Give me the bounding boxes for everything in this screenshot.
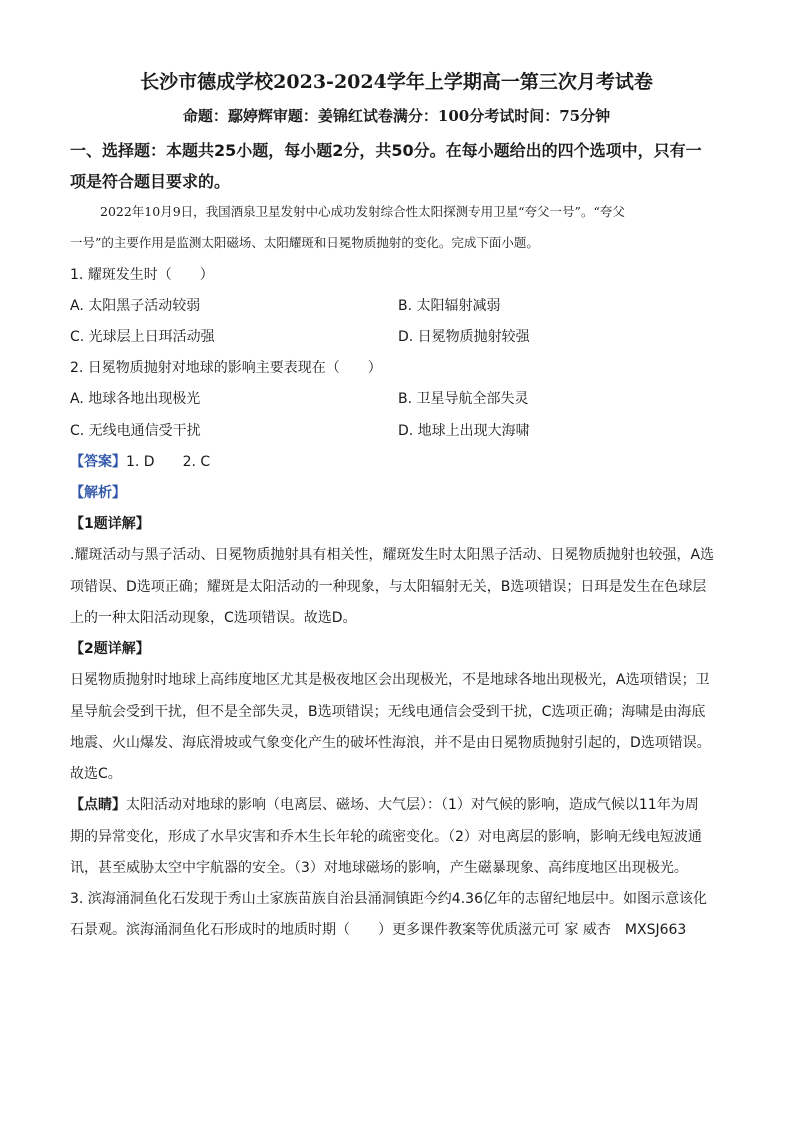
question-1-option-a: A. 太阳黑子活动较弱 (70, 298, 201, 314)
exam-info: 命题：鄢婷辉审题：姜锦红试卷满分：100分考试时间：75分钟 (182, 107, 611, 125)
question-1-stem: 1. 耀斑发生时（ ） (70, 267, 214, 283)
answer-text: 1. D 2. C (126, 454, 211, 470)
question-3-line2: 石景观。滨海涌洞鱼化石形成时的地质时期（ ）更多课件教案等优质滋元可 家 威杏 MXSJ663 (70, 922, 687, 938)
question-2-stem: 2. 日冕物质抛射对地球的影响主要表现在（ ） (70, 360, 382, 376)
question-2-option-d: D. 地球上出现大海啸 (398, 423, 530, 439)
detail-1-line1: .耀斑活动与黑子活动、日冕物质抛射具有相关性，耀斑发生时太阳黑子活动、日冕物质抛射也较强，A选 (70, 547, 715, 563)
tips-line3: 讯，甚至威胁太空中宇航器的安全。（3）对地球磁场的影响，产生磁暴现象、高纬度地区出现极光。 (70, 860, 688, 876)
question-1-option-d: D. 日冕物质抛射较强 (398, 329, 530, 345)
analysis-tag: 【解析】 (70, 485, 126, 501)
detail-2-line2: 星导航会受到干扰，但不是全部失灵，B选项错误；无线电通信会受到干扰，C选项正确；海啸是由海底 (70, 704, 706, 720)
tips-line1: 太阳活动对地球的影响（电离层、磁场、大气层）：（1）对气候的影响，造成气候以11年为周 (126, 797, 699, 813)
detail-1-line3: 上的一种太阳活动现象，C选项错误。故选D。 (70, 610, 357, 626)
tips-line2: 期的异常变化，形成了水旱灾害和乔木生长年轮的疏密变化。（2）对电离层的影响，影响无线电短波通 (70, 829, 702, 845)
section-heading-line1: 一、选择题：本题共25小题，每小题2分，共50分。在每小题给出的四个选项中，只有一 (70, 141, 702, 160)
question-2-option-a: A. 地球各地出现极光 (70, 391, 201, 407)
tips-row (70, 796, 699, 814)
question-1-option-b: B. 太阳辐射减弱 (398, 298, 501, 314)
question-2-option-b: B. 卫星导航全部失灵 (398, 391, 529, 407)
answer-tag: 【答案】 (70, 454, 126, 470)
detail-1-line2: 项错误、D选项正确；耀斑是太阳活动的一种现象，与太阳辐射无关，B选项错误；日珥是发生在色球层 (70, 579, 707, 595)
question-3-line1: 3. 滨海涌洞鱼化石发现于秀山土家族苗族自治县涌洞镇距今约4.36亿年的志留纪地层中。如图示意该化 (70, 891, 707, 907)
detail-2-line1: 日冕物质抛射时地球上高纬度地区尤其是极夜地区会出现极光，不是地球各地出现极光，A选项错误；卫 (70, 672, 710, 688)
detail-2-line3: 地震、火山爆发、海底滑坡或气象变化产生的破坏性海浪，并不是由日冕物质抛射引起的，D选项错误。 (70, 735, 711, 751)
detail-2-line4: 故选C。 (70, 766, 122, 782)
detail-2-tag: 【2题详解】 (70, 641, 150, 657)
tips-tag: 【点睛】 (70, 797, 126, 813)
answer-row (70, 453, 210, 471)
question-1-option-c: C. 光球层上日珥活动强 (70, 329, 215, 345)
passage-line1: 2022年10月9日，我国酒泉卫星发射中心成功发射综合性太阳探测专用卫星“夸父一号”。“夸父 (100, 204, 625, 219)
page-title: 长沙市德成学校2023-2024学年上学期高一第三次月考试卷 (140, 71, 653, 93)
detail-1-tag: 【1题详解】 (70, 516, 150, 532)
section-heading-line2: 项是符合题目要求的。 (70, 172, 231, 191)
question-2-option-c: C. 无线电通信受干扰 (70, 423, 201, 439)
passage-line2: 一号”的主要作用是监测太阳磁场、太阳耀斑和日冕物质抛射的变化。完成下面小题。 (70, 235, 539, 250)
